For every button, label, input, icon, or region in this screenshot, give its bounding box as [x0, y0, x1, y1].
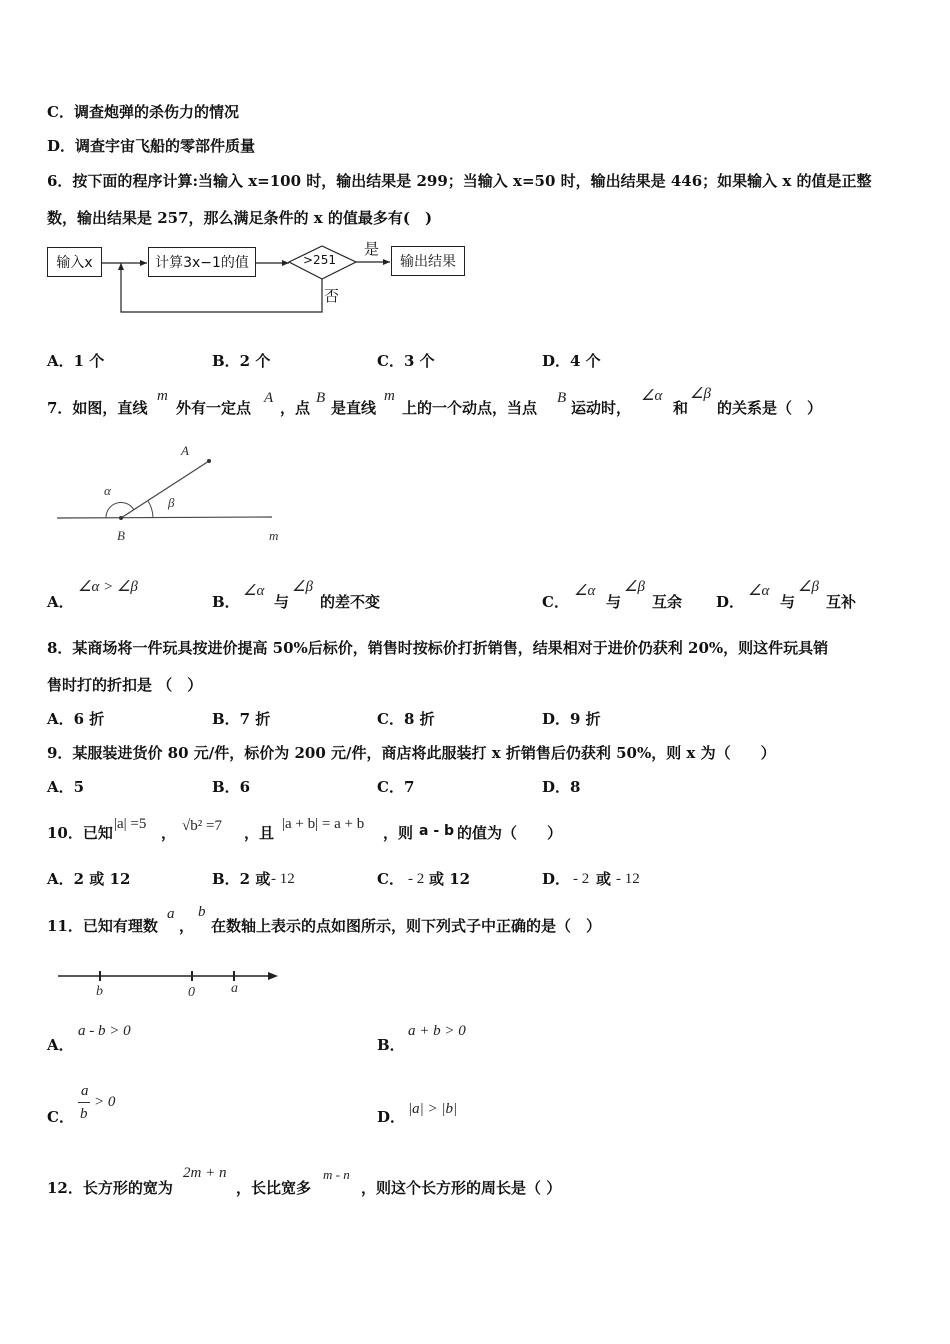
q11-option-c-den: b — [80, 1106, 88, 1122]
q7-option-d-expr1: ∠α — [748, 583, 770, 599]
q11-option-c-gt: > 0 — [94, 1094, 116, 1110]
q11-prefix: 11．已知有理数 — [47, 917, 158, 935]
q11-option-a-label: A． — [47, 1036, 74, 1054]
q7-t2: ，点 — [280, 399, 311, 417]
q7-m-1: m — [157, 388, 168, 404]
q6-text-line1: 6．按下面的程序计算:当输入 x=100 时，输出结果是 299；当输入 x=50 时，输出结果是 446；如果输入 x 的值是正整 — [47, 172, 872, 190]
q7-option-b-expr2: ∠β — [292, 579, 313, 595]
q8-option-d[interactable]: D．9 折 — [542, 710, 601, 728]
q10-t2: ，则 — [383, 824, 414, 842]
q10-option-c-post: 或 12 — [429, 870, 471, 888]
q11-option-c-num: a — [81, 1083, 89, 1099]
q12-prefix: 12．长方形的宽为 — [47, 1179, 173, 1197]
q10-option-b-val: - 12 — [271, 871, 295, 887]
q12-expr2: m - n — [323, 1167, 350, 1182]
option-d-survey: D．调查宇宙飞船的零部件质量 — [47, 137, 256, 155]
number-line-arrow — [268, 972, 278, 980]
q10-option-d-mid: 或 — [596, 870, 612, 888]
q6-option-a[interactable]: A．1 个 — [47, 352, 105, 370]
q7-option-b-tail: 的差不变 — [320, 593, 381, 611]
q8-text-line2: 售时打的折扣是 （ ） — [47, 676, 203, 694]
q7-option-c-tail: 互余 — [652, 593, 683, 611]
q7-m-2: m — [384, 388, 395, 404]
q10-prefix: 10．已知 — [47, 824, 113, 842]
q10-option-a-text: A．2 或 12 — [47, 870, 131, 888]
q10-comma: ， — [161, 824, 177, 842]
flow-condition-label: >251 — [303, 253, 336, 267]
q6-option-d[interactable]: D．4 个 — [542, 352, 601, 370]
q10-option-c-val: - 2 — [408, 871, 425, 887]
q7-option-b-mid: 与 — [274, 593, 290, 611]
q11-option-d-expr: |a| > |b| — [408, 1101, 458, 1117]
q7-option-a-label: A． — [47, 593, 74, 611]
option-c-survey: C．调查炮弹的杀伤力的情况 — [47, 103, 239, 121]
flow-no-label: 否 — [324, 287, 340, 305]
flow-yes-label: 是 — [364, 240, 380, 258]
q7-alpha: ∠α — [641, 388, 663, 404]
fig-label-beta: β — [168, 495, 175, 510]
numberline-label-b: b — [96, 984, 103, 999]
q10-option-b-pre: B．2 或 — [212, 870, 271, 888]
q7-t4: 上的一个动点，当点 — [402, 399, 538, 417]
q10-expr2: √b² =7 — [182, 818, 222, 834]
q6-option-c[interactable]: C．3 个 — [377, 352, 435, 370]
q11-tail: 在数轴上表示的点如图所示，则下列式子中正确的是（ ） — [211, 917, 602, 935]
fig-label-m: m — [269, 528, 279, 543]
q7-beta: ∠β — [690, 386, 711, 402]
q7-option-b-expr1: ∠α — [243, 583, 265, 599]
q7-t7: 的关系是（ ） — [717, 399, 823, 417]
q7-option-c-mid: 与 — [606, 593, 622, 611]
q7-t5: 运动时， — [571, 399, 632, 417]
q7-t3: 是直线 — [331, 399, 377, 417]
q12-expr1: 2m + n — [183, 1165, 227, 1181]
q8-option-b[interactable]: B．7 折 — [212, 710, 271, 728]
q8-option-a[interactable]: A．6 折 — [47, 710, 105, 728]
numberline-label-a: a — [231, 981, 238, 996]
q7-prefix: 7．如图，直线 — [47, 399, 148, 417]
q8-option-c[interactable]: C．8 折 — [377, 710, 435, 728]
q7-option-c-label: C． — [542, 593, 569, 611]
fig-label-A: A — [181, 443, 189, 458]
flow-output-box: 输出结果 — [391, 246, 465, 276]
q9-option-a[interactable]: A．5 — [47, 778, 85, 796]
q11-option-b-label: B． — [377, 1036, 405, 1054]
q7-option-a-expr: ∠α > ∠β — [78, 579, 138, 595]
q7-B-2: B — [557, 390, 567, 406]
q11-option-d-label: D． — [377, 1108, 406, 1126]
q7-B-1: B — [316, 390, 326, 406]
q11-comma: ， — [179, 917, 195, 935]
q10-expr4: a - b — [419, 823, 455, 839]
q10-option-d-pre: D． — [542, 870, 571, 888]
q7-option-d-label: D． — [716, 593, 745, 611]
q7-option-d-expr2: ∠β — [798, 579, 819, 595]
numberline-label-zero: 0 — [188, 985, 195, 1000]
q7-option-d-mid: 与 — [780, 593, 796, 611]
fig-label-B: B — [117, 528, 125, 543]
q10-expr1: |a| =5 — [114, 816, 147, 832]
q11-option-a-expr: a - b > 0 — [78, 1023, 131, 1039]
q10-mid: ，且 — [244, 824, 275, 842]
q7-t1: 外有一定点 — [176, 399, 252, 417]
q7-option-c-expr2: ∠β — [624, 579, 645, 595]
q12-t1: ，长比宽多 — [236, 1179, 312, 1197]
q9-option-b[interactable]: B．6 — [212, 778, 251, 796]
flow-compute-box: 计算3x−1的值 — [148, 247, 256, 277]
q6-text-line2: 数，输出结果是 257，那么满足条件的 x 的值最多有( ) — [47, 209, 433, 227]
q10-option-d-val1: - 2 — [573, 871, 590, 887]
q6-option-b[interactable]: B．2 个 — [212, 352, 271, 370]
q11-b: b — [198, 904, 206, 920]
q10-option-c-pre: C． — [377, 870, 404, 888]
flow-input-box: 输入x — [47, 247, 102, 277]
q10-expr3: |a + b| = a + b — [282, 816, 365, 832]
q9-option-c[interactable]: C．7 — [377, 778, 415, 796]
q7-A: A — [264, 390, 274, 406]
q7-t6: 和 — [673, 399, 689, 417]
q12-tail: ，则这个长方形的周长是（ ） — [361, 1179, 562, 1197]
q9-text: 9．某服装进货价 80 元/件，标价为 200 元/件，商店将此服装打 x 折销售后仍获利 50%，则 x 为（ ） — [47, 744, 776, 762]
q9-option-d[interactable]: D．8 — [542, 778, 581, 796]
q7-option-c-expr1: ∠α — [574, 583, 596, 599]
q11-option-c-label: C． — [47, 1108, 74, 1126]
q8-text-line1: 8．某商场将一件玩具按进价提高 50%后标价，销售时按标价打折销售，结果相对于进价仍获利 20%，则这件玩具销 — [47, 639, 829, 657]
q10-tail: 的值为（ ） — [457, 824, 563, 842]
fig-label-alpha: α — [104, 483, 111, 498]
q10-option-d-val2: - 12 — [616, 871, 640, 887]
q11-option-c-fraction-bar — [78, 1102, 90, 1103]
q7-option-b-label: B． — [212, 593, 240, 611]
q7-option-d-tail: 互补 — [826, 593, 857, 611]
q11-a: a — [167, 906, 175, 922]
q11-option-b-expr: a + b > 0 — [408, 1023, 466, 1039]
